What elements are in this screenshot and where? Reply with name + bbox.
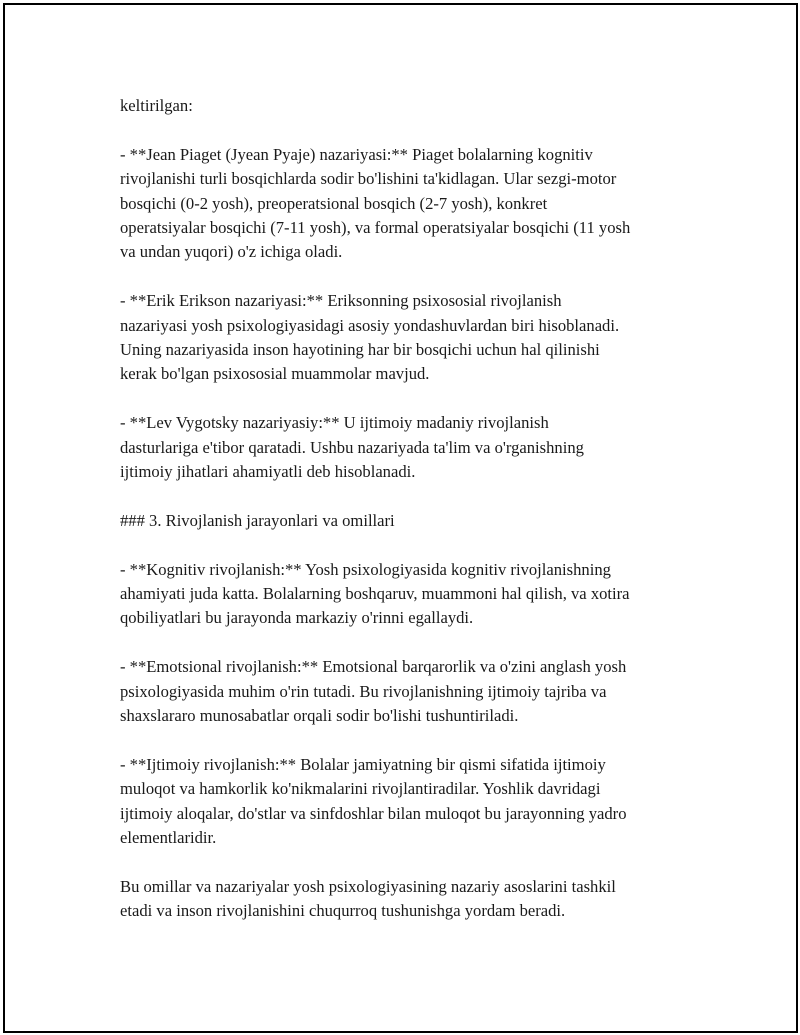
emotional-paragraph: - **Emotsional rivojlanish:** Emotsional barqarorlik va o'zini anglash yosh psixologiyasida muhim o'rin tutadi. Bu rivojlanishning ijtimoiy tajriba va shaxslararo munosabatlar orqali sodir bo'lishi tushuntiriladi. [120, 657, 627, 726]
cognitive-paragraph: - **Kognitiv rivojlanish:** Yosh psixologiyasida kognitiv rivojlanishning ahamiyati juda katta. Bolalarning boshqaruv, muammoni hal qilish, va xotira qobiliyatlari bu jarayonda markaziy o'rinni egallaydi. [120, 559, 630, 628]
section-heading: ### 3. Rivojlanish jarayonlari va omillari [120, 510, 395, 530]
social-paragraph: - **Ijtimoiy rivojlanish:** Bolalar jamiyatning bir qismi sifatida ijtimoiy muloqot va hamkorlik ko'nikmalarini rivojlantiradilar. Yoshlik davridagi ijtimoiy aloqalar, do'stlar va sinfdoshlar bilan muloqot bu jarayonning yadro elementlaridir. [120, 754, 627, 848]
document-page [3, 3, 798, 1033]
intro-fragment: keltirilgan: [120, 96, 193, 115]
conclusion-paragraph: Bu omillar va nazariyalar yosh psixologiyasining nazariy asoslarini tashkil etadi va inson rivojlanishini chuqurroq tushunishga yordam beradi. [120, 876, 616, 921]
vygotsky-paragraph: - **Lev Vygotsky nazariyasiy:** U ijtimoiy madaniy rivojlanish dasturlariga e'tibor qaratadi. Ushbu nazariyada ta'lim va o'rganishning ijtimoiy jihatlari ahamiyatli deb hisoblanadi. [120, 413, 584, 482]
piaget-paragraph: - **Jean Piaget (Jyean Pyaje) nazariyasi:** Piaget bolalarning kognitiv rivojlanishi turli bosqichlarda sodir bo'lishini ta'kidlagan. Ular sezgi-motor bosqichi (0-2 yosh), preoperatsional bosqich (2-7 yosh), konkret operatsiyalar bosqichi (7-11 yosh), va formal operatsiyalar bosqichi (11 yosh va undan yuqori) o'z ichiga oladi. [120, 144, 631, 262]
document-body [120, 94, 700, 948]
erikson-paragraph: - **Erik Erikson nazariyasi:** Eriksonning psixososial rivojlanish nazariyasi yosh psixologiyasidagi asosiy yondashuvlardan biri hisoblanadi. Uning nazariyasida inson hayotining har bir bosqichi uchun hal qilinishi kerak bo'lgan psixososial muammolar mavjud. [120, 291, 620, 384]
